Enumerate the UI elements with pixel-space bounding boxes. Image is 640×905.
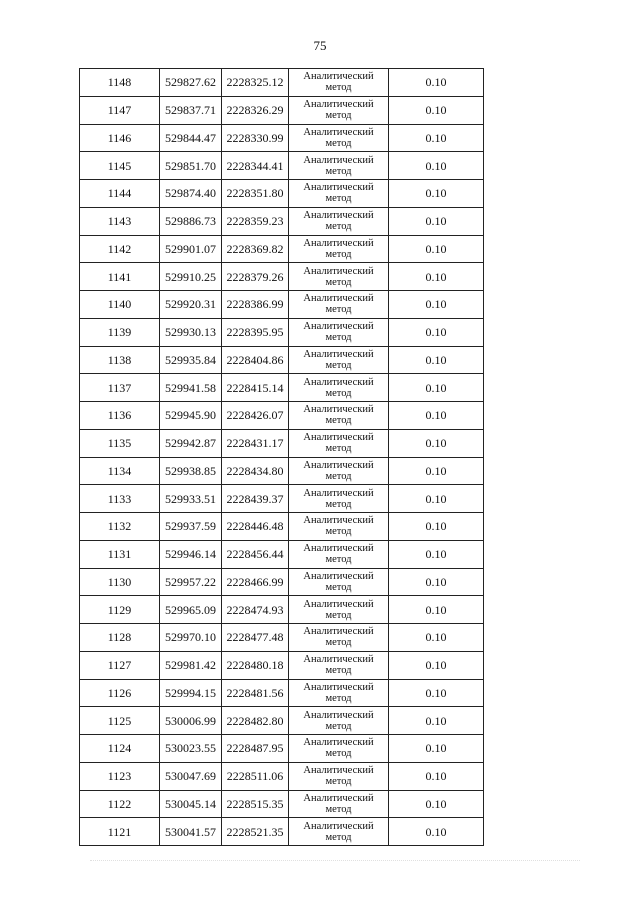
- point-number-cell: 1128: [80, 624, 160, 652]
- x-coordinate-cell: 529938.85: [160, 457, 222, 485]
- method-line-2: метод: [325, 665, 352, 677]
- y-coordinate-cell: 2228477.48: [222, 624, 289, 652]
- method-line-1: Аналитический: [303, 237, 374, 249]
- method-cell: [289, 152, 389, 180]
- accuracy-value-cell: 0.10: [389, 624, 484, 652]
- accuracy-value-cell: 0.10: [389, 318, 484, 346]
- point-number-cell: 1121: [80, 818, 160, 846]
- table-row: [80, 69, 484, 97]
- x-coordinate-cell: 529910.25: [160, 263, 222, 291]
- y-coordinate-cell: 2228404.86: [222, 346, 289, 374]
- x-coordinate-cell: 529937.59: [160, 513, 222, 541]
- method-line-2: метод: [325, 443, 352, 455]
- table-row: [80, 429, 484, 457]
- point-number-cell: 1124: [80, 735, 160, 763]
- accuracy-value-cell: 0.10: [389, 651, 484, 679]
- method-line-2: метод: [325, 276, 352, 288]
- y-coordinate-cell: 2228395.95: [222, 318, 289, 346]
- y-coordinate-cell: 2228344.41: [222, 152, 289, 180]
- y-coordinate-cell: 2228446.48: [222, 513, 289, 541]
- method-line-2: метод: [325, 831, 352, 843]
- accuracy-value-cell: 0.10: [389, 513, 484, 541]
- point-number-cell: 1142: [80, 235, 160, 263]
- table-row: [80, 735, 484, 763]
- method-line-1: Аналитический: [303, 265, 374, 277]
- method-line-2: метод: [325, 221, 352, 233]
- method-cell: [289, 263, 389, 291]
- method-line-2: метод: [325, 692, 352, 704]
- table-row: [80, 263, 484, 291]
- method-line-1: Аналитический: [303, 820, 374, 832]
- method-line-1: Аналитический: [303, 154, 374, 166]
- y-coordinate-cell: 2228326.29: [222, 96, 289, 124]
- x-coordinate-cell: 529942.87: [160, 429, 222, 457]
- method-cell: [289, 374, 389, 402]
- y-coordinate-cell: 2228480.18: [222, 651, 289, 679]
- method-line-1: Аналитический: [303, 293, 374, 305]
- y-coordinate-cell: 2228515.35: [222, 790, 289, 818]
- method-cell: [289, 818, 389, 846]
- point-number-cell: 1132: [80, 513, 160, 541]
- method-cell: [289, 180, 389, 208]
- method-line-2: метод: [325, 554, 352, 566]
- x-coordinate-cell: 529935.84: [160, 346, 222, 374]
- point-number-cell: 1137: [80, 374, 160, 402]
- accuracy-value-cell: 0.10: [389, 818, 484, 846]
- method-line-1: Аналитический: [303, 99, 374, 111]
- x-coordinate-cell: 529965.09: [160, 596, 222, 624]
- method-cell: [289, 790, 389, 818]
- point-number-cell: 1130: [80, 568, 160, 596]
- method-line-1: Аналитический: [303, 182, 374, 194]
- table-row: [80, 235, 484, 263]
- y-coordinate-cell: 2228434.80: [222, 457, 289, 485]
- table-row: [80, 540, 484, 568]
- y-coordinate-cell: 2228487.95: [222, 735, 289, 763]
- method-line-1: Аналитический: [303, 459, 374, 471]
- accuracy-value-cell: 0.10: [389, 540, 484, 568]
- method-cell: [289, 346, 389, 374]
- y-coordinate-cell: 2228351.80: [222, 180, 289, 208]
- method-line-1: Аналитический: [303, 709, 374, 721]
- table-row: [80, 402, 484, 430]
- method-line-1: Аналитический: [303, 681, 374, 693]
- y-coordinate-cell: 2228482.80: [222, 707, 289, 735]
- coordinates-table: [79, 68, 484, 846]
- table-row: [80, 291, 484, 319]
- method-line-1: Аналитический: [303, 792, 374, 804]
- method-cell: [289, 485, 389, 513]
- method-line-2: метод: [325, 637, 352, 649]
- y-coordinate-cell: 2228511.06: [222, 762, 289, 790]
- x-coordinate-cell: 529837.71: [160, 96, 222, 124]
- accuracy-value-cell: 0.10: [389, 735, 484, 763]
- table-row: [80, 679, 484, 707]
- method-line-2: метод: [325, 110, 352, 122]
- x-coordinate-cell: 530045.14: [160, 790, 222, 818]
- method-line-1: Аналитический: [303, 376, 374, 388]
- accuracy-value-cell: 0.10: [389, 263, 484, 291]
- method-line-1: Аналитический: [303, 71, 374, 83]
- method-cell: [289, 318, 389, 346]
- method-cell: [289, 235, 389, 263]
- method-line-1: Аналитический: [303, 765, 374, 777]
- point-number-cell: 1141: [80, 263, 160, 291]
- x-coordinate-cell: 530006.99: [160, 707, 222, 735]
- y-coordinate-cell: 2228325.12: [222, 69, 289, 97]
- accuracy-value-cell: 0.10: [389, 790, 484, 818]
- method-cell: [289, 596, 389, 624]
- table-row: [80, 513, 484, 541]
- method-line-2: метод: [325, 720, 352, 732]
- y-coordinate-cell: 2228426.07: [222, 402, 289, 430]
- x-coordinate-cell: 530023.55: [160, 735, 222, 763]
- method-cell: [289, 735, 389, 763]
- accuracy-value-cell: 0.10: [389, 124, 484, 152]
- x-coordinate-cell: 529941.58: [160, 374, 222, 402]
- method-cell: [289, 291, 389, 319]
- accuracy-value-cell: 0.10: [389, 429, 484, 457]
- x-coordinate-cell: 529994.15: [160, 679, 222, 707]
- method-cell: [289, 402, 389, 430]
- table-row: [80, 374, 484, 402]
- accuracy-value-cell: 0.10: [389, 374, 484, 402]
- coordinates-table-body: [80, 69, 484, 846]
- accuracy-value-cell: 0.10: [389, 69, 484, 97]
- table-row: [80, 457, 484, 485]
- method-cell: [289, 568, 389, 596]
- method-line-1: Аналитический: [303, 626, 374, 638]
- point-number-cell: 1138: [80, 346, 160, 374]
- method-cell: [289, 457, 389, 485]
- accuracy-value-cell: 0.10: [389, 679, 484, 707]
- y-coordinate-cell: 2228466.99: [222, 568, 289, 596]
- point-number-cell: 1126: [80, 679, 160, 707]
- method-line-1: Аналитический: [303, 321, 374, 333]
- method-line-2: метод: [325, 470, 352, 482]
- accuracy-value-cell: 0.10: [389, 762, 484, 790]
- x-coordinate-cell: 529851.70: [160, 152, 222, 180]
- method-line-1: Аналитический: [303, 654, 374, 666]
- method-line-1: Аналитический: [303, 570, 374, 582]
- table-row: [80, 485, 484, 513]
- table-row: [80, 818, 484, 846]
- x-coordinate-cell: 529874.40: [160, 180, 222, 208]
- method-cell: [289, 762, 389, 790]
- x-coordinate-cell: 529945.90: [160, 402, 222, 430]
- point-number-cell: 1146: [80, 124, 160, 152]
- x-coordinate-cell: 529970.10: [160, 624, 222, 652]
- point-number-cell: 1129: [80, 596, 160, 624]
- method-line-2: метод: [325, 581, 352, 593]
- scan-noise-line: [90, 860, 580, 867]
- table-row: [80, 318, 484, 346]
- y-coordinate-cell: 2228431.17: [222, 429, 289, 457]
- method-line-2: метод: [325, 304, 352, 316]
- method-line-2: метод: [325, 776, 352, 788]
- table-row: [80, 568, 484, 596]
- point-number-cell: 1140: [80, 291, 160, 319]
- point-number-cell: 1143: [80, 207, 160, 235]
- method-line-2: метод: [325, 803, 352, 815]
- method-line-2: метод: [325, 526, 352, 538]
- method-line-1: Аналитический: [303, 126, 374, 138]
- method-line-2: метод: [325, 332, 352, 344]
- point-number-cell: 1127: [80, 651, 160, 679]
- y-coordinate-cell: 2228521.35: [222, 818, 289, 846]
- y-coordinate-cell: 2228330.99: [222, 124, 289, 152]
- method-line-1: Аналитический: [303, 487, 374, 499]
- y-coordinate-cell: 2228386.99: [222, 291, 289, 319]
- method-line-1: Аналитический: [303, 210, 374, 222]
- table-row: [80, 707, 484, 735]
- x-coordinate-cell: 529886.73: [160, 207, 222, 235]
- x-coordinate-cell: 529827.62: [160, 69, 222, 97]
- table-row: [80, 762, 484, 790]
- method-line-2: метод: [325, 387, 352, 399]
- method-line-1: Аналитический: [303, 737, 374, 749]
- point-number-cell: 1131: [80, 540, 160, 568]
- accuracy-value-cell: 0.10: [389, 346, 484, 374]
- x-coordinate-cell: 530047.69: [160, 762, 222, 790]
- x-coordinate-cell: 529920.31: [160, 291, 222, 319]
- x-coordinate-cell: 529844.47: [160, 124, 222, 152]
- point-number-cell: 1136: [80, 402, 160, 430]
- method-line-1: Аналитический: [303, 432, 374, 444]
- accuracy-value-cell: 0.10: [389, 96, 484, 124]
- accuracy-value-cell: 0.10: [389, 291, 484, 319]
- method-line-2: метод: [325, 498, 352, 510]
- method-line-2: метод: [325, 248, 352, 260]
- y-coordinate-cell: 2228359.23: [222, 207, 289, 235]
- table-row: [80, 651, 484, 679]
- method-line-1: Аналитический: [303, 404, 374, 416]
- method-line-1: Аналитический: [303, 348, 374, 360]
- point-number-cell: 1139: [80, 318, 160, 346]
- point-number-cell: 1134: [80, 457, 160, 485]
- method-cell: [289, 651, 389, 679]
- table-row: [80, 180, 484, 208]
- accuracy-value-cell: 0.10: [389, 596, 484, 624]
- y-coordinate-cell: 2228369.82: [222, 235, 289, 263]
- point-number-cell: 1147: [80, 96, 160, 124]
- table-row: [80, 346, 484, 374]
- point-number-cell: 1144: [80, 180, 160, 208]
- table-row: [80, 152, 484, 180]
- method-line-2: метод: [325, 609, 352, 621]
- accuracy-value-cell: 0.10: [389, 457, 484, 485]
- accuracy-value-cell: 0.10: [389, 707, 484, 735]
- method-line-2: метод: [325, 82, 352, 94]
- table-row: [80, 207, 484, 235]
- method-cell: [289, 69, 389, 97]
- y-coordinate-cell: 2228456.44: [222, 540, 289, 568]
- method-line-1: Аналитический: [303, 598, 374, 610]
- method-cell: [289, 624, 389, 652]
- method-line-2: метод: [325, 748, 352, 760]
- method-cell: [289, 513, 389, 541]
- method-cell: [289, 96, 389, 124]
- accuracy-value-cell: 0.10: [389, 152, 484, 180]
- point-number-cell: 1133: [80, 485, 160, 513]
- method-line-2: метод: [325, 137, 352, 149]
- accuracy-value-cell: 0.10: [389, 180, 484, 208]
- method-cell: [289, 207, 389, 235]
- accuracy-value-cell: 0.10: [389, 402, 484, 430]
- method-line-1: Аналитический: [303, 543, 374, 555]
- point-number-cell: 1135: [80, 429, 160, 457]
- table-row: [80, 124, 484, 152]
- table-row: [80, 96, 484, 124]
- accuracy-value-cell: 0.10: [389, 485, 484, 513]
- point-number-cell: 1122: [80, 790, 160, 818]
- method-cell: [289, 429, 389, 457]
- x-coordinate-cell: 530041.57: [160, 818, 222, 846]
- x-coordinate-cell: 529901.07: [160, 235, 222, 263]
- method-cell: [289, 679, 389, 707]
- y-coordinate-cell: 2228379.26: [222, 263, 289, 291]
- point-number-cell: 1145: [80, 152, 160, 180]
- method-cell: [289, 124, 389, 152]
- method-cell: [289, 707, 389, 735]
- method-line-2: метод: [325, 415, 352, 427]
- point-number-cell: 1148: [80, 69, 160, 97]
- y-coordinate-cell: 2228474.93: [222, 596, 289, 624]
- table-row: [80, 790, 484, 818]
- method-line-2: метод: [325, 165, 352, 177]
- table-row: [80, 624, 484, 652]
- method-line-1: Аналитический: [303, 515, 374, 527]
- accuracy-value-cell: 0.10: [389, 568, 484, 596]
- accuracy-value-cell: 0.10: [389, 235, 484, 263]
- x-coordinate-cell: 529930.13: [160, 318, 222, 346]
- table-row: [80, 596, 484, 624]
- method-line-2: метод: [325, 193, 352, 205]
- x-coordinate-cell: 529933.51: [160, 485, 222, 513]
- page-number: 75: [313, 38, 327, 53]
- point-number-cell: 1123: [80, 762, 160, 790]
- y-coordinate-cell: 2228439.37: [222, 485, 289, 513]
- x-coordinate-cell: 529981.42: [160, 651, 222, 679]
- point-number-cell: 1125: [80, 707, 160, 735]
- y-coordinate-cell: 2228481.56: [222, 679, 289, 707]
- method-cell: [289, 540, 389, 568]
- x-coordinate-cell: 529957.22: [160, 568, 222, 596]
- method-line-2: метод: [325, 359, 352, 371]
- accuracy-value-cell: 0.10: [389, 207, 484, 235]
- y-coordinate-cell: 2228415.14: [222, 374, 289, 402]
- x-coordinate-cell: 529946.14: [160, 540, 222, 568]
